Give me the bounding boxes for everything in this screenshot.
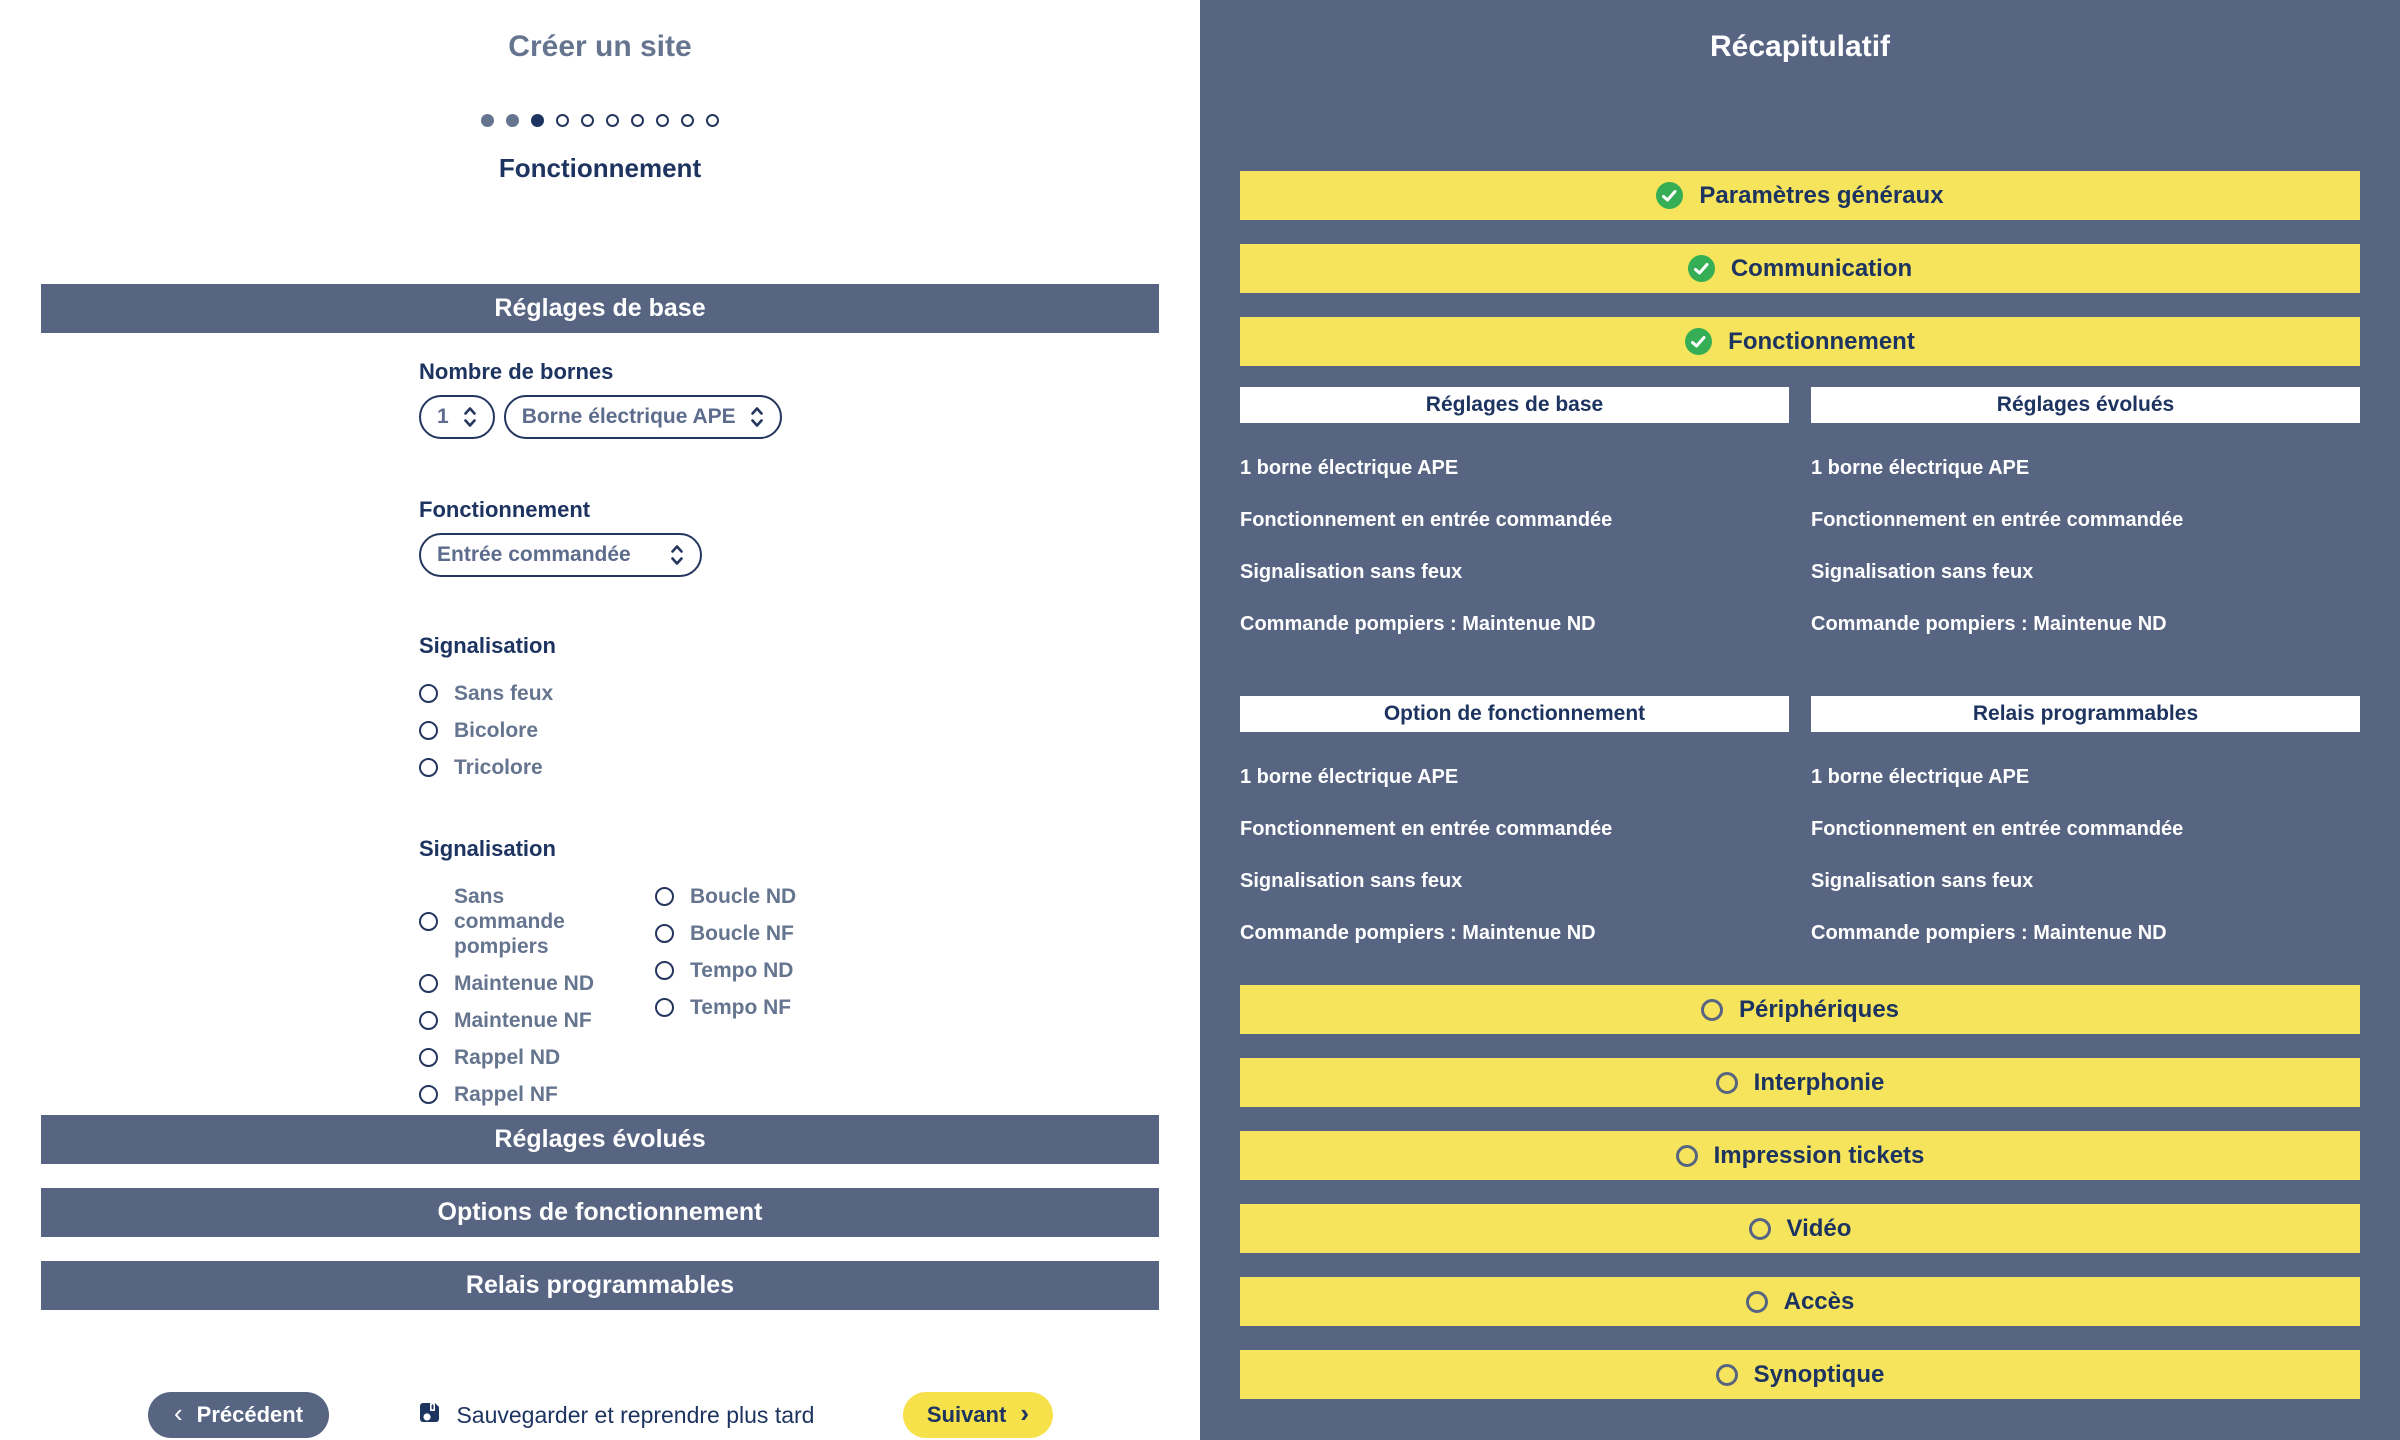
fonctionnement-value: Entrée commandée [437, 543, 631, 566]
chevron-right-icon: › [1020, 1398, 1029, 1428]
step-dot-4 [556, 114, 569, 127]
recap-bar-label: Fonctionnement [1728, 327, 1915, 355]
recap-card-line: Commande pompiers : Maintenue ND [1240, 922, 1596, 944]
radio-circle-icon[interactable] [419, 1048, 438, 1067]
signalisation-pompiers-label: Signalisation [419, 836, 556, 861]
empty-circle-icon [1716, 1072, 1738, 1094]
section-header-label: Réglages évolués [494, 1125, 706, 1153]
recap-card-line: Fonctionnement en entrée commandée [1811, 818, 2184, 840]
radio-option-tempo-nf[interactable] [655, 995, 796, 1020]
check-circle-icon [1685, 328, 1712, 355]
chevron-up-down-icon [463, 405, 477, 429]
radio-option-label: Tempo ND [690, 959, 794, 982]
previous-button[interactable] [148, 1392, 329, 1438]
radio-circle-icon[interactable] [419, 684, 438, 703]
radio-column-1 [419, 884, 655, 1107]
recap-bar-impression-tickets[interactable] [1240, 1131, 2360, 1180]
step-dot-5 [581, 114, 594, 127]
radio-option-maintenue-nf[interactable] [419, 1008, 655, 1033]
recap-card-line: Fonctionnement en entrée commandée [1240, 818, 1613, 840]
radio-circle-icon[interactable] [419, 758, 438, 777]
radio-circle-icon[interactable] [655, 998, 674, 1017]
step-dot-6 [606, 114, 619, 127]
recap-card-line: Fonctionnement en entrée commandée [1811, 509, 2184, 531]
save-icon [417, 1400, 442, 1431]
radio-option-label: Rappel NF [454, 1083, 558, 1106]
radio-option-sans-feux[interactable] [419, 681, 1159, 706]
radio-circle-icon[interactable] [655, 887, 674, 906]
radio-circle-icon[interactable] [419, 912, 438, 931]
radio-option-tricolore[interactable] [419, 755, 1159, 780]
recap-bar-interphonie[interactable] [1240, 1058, 2360, 1107]
borne-type-select[interactable] [504, 395, 782, 439]
empty-circle-icon [1749, 1218, 1771, 1240]
section-header-reglages-de-base[interactable] [41, 284, 1159, 333]
recap-bar-communication[interactable] [1240, 244, 2360, 293]
recap-bar-label: Impression tickets [1713, 1141, 1925, 1169]
next-button[interactable] [903, 1392, 1053, 1438]
recap-card-line: 1 borne électrique APE [1240, 457, 1459, 479]
recap-card-option-de-fonctionnement [1240, 696, 1789, 945]
page-title: Créer un site [508, 30, 692, 63]
signalisation-feux-label: Signalisation [419, 633, 556, 658]
empty-circle-icon [1676, 1145, 1698, 1167]
radio-column-2 [655, 884, 796, 1107]
recap-card-line: Signalisation sans feux [1811, 870, 2034, 892]
radio-circle-icon[interactable] [419, 721, 438, 740]
radio-option-sans-commande-pompiers[interactable] [419, 884, 655, 959]
section-header-options-fonctionnement[interactable] [41, 1188, 1159, 1237]
fonctionnement-select[interactable] [419, 533, 702, 577]
radio-option-label: Tempo NF [690, 996, 792, 1019]
radio-option-label: Bicolore [454, 719, 539, 742]
save-and-resume-link[interactable] [417, 1400, 814, 1431]
borne-count-select[interactable] [419, 395, 495, 439]
recap-bar-peripheriques[interactable] [1240, 985, 2360, 1034]
recap-bar-synoptique[interactable] [1240, 1350, 2360, 1399]
section-header-label: Options de fonctionnement [437, 1198, 763, 1226]
fonctionnement-field [419, 497, 1159, 577]
radio-option-label: Tricolore [454, 756, 543, 779]
radio-option-maintenue-nd[interactable] [419, 971, 655, 996]
recap-card-title: Réglages évolués [1811, 387, 2360, 423]
recap-bar-video[interactable] [1240, 1204, 2360, 1253]
recap-card-line: Commande pompiers : Maintenue ND [1811, 613, 2167, 635]
radio-option-label: Maintenue ND [454, 972, 595, 995]
step-dot-7 [631, 114, 644, 127]
recap-title: Récapitulatif [1709, 30, 1891, 63]
recap-bar-parametres-generaux[interactable] [1240, 171, 2360, 220]
signalisation-pompiers-group [419, 836, 1159, 1107]
check-circle-icon [1656, 182, 1683, 209]
recap-card-line: 1 borne électrique APE [1811, 457, 2030, 479]
step-dot-1 [481, 114, 494, 127]
pending-section-bars [1240, 985, 2360, 1399]
recap-card-reglages-de-base [1240, 387, 1789, 636]
radio-option-label: Boucle ND [690, 885, 797, 908]
radio-circle-icon[interactable] [655, 924, 674, 943]
recap-bar-label: Vidéo [1786, 1214, 1852, 1242]
radio-option-label: Boucle NF [690, 922, 794, 945]
recap-card-line: Commande pompiers : Maintenue ND [1240, 613, 1596, 635]
wizard-footer [0, 1392, 1200, 1438]
recap-bar-acces[interactable] [1240, 1277, 2360, 1326]
recap-card-line: 1 borne électrique APE [1811, 766, 2030, 788]
recap-card-title: Réglages de base [1240, 387, 1789, 423]
save-link-label: Sauvegarder et reprendre plus tard [456, 1401, 815, 1428]
signalisation-feux-options [419, 681, 1159, 780]
section-header-label: Réglages de base [494, 294, 706, 322]
recap-bar-label: Interphonie [1753, 1068, 1885, 1096]
collapsed-sections [0, 1115, 1200, 1310]
nombre-bornes-label: Nombre de bornes [419, 359, 614, 384]
recap-card-line: Signalisation sans feux [1811, 561, 2034, 583]
recap-card-line: Signalisation sans feux [1240, 870, 1463, 892]
recap-bar-label: Accès [1783, 1287, 1855, 1315]
nombre-bornes-field [419, 359, 1159, 439]
radio-option-label: Rappel ND [454, 1046, 561, 1069]
section-header-relais-programmables[interactable] [41, 1261, 1159, 1310]
recap-card-line: 1 borne électrique APE [1240, 766, 1459, 788]
next-button-label: Suivant [926, 1402, 1007, 1427]
recap-card-reglages-evolues [1811, 387, 2360, 636]
section-header-label: Relais programmables [465, 1271, 735, 1299]
recap-bar-fonctionnement[interactable] [1240, 317, 2360, 366]
recap-cards-row-2 [1240, 696, 2360, 945]
radio-option-boucle-nd[interactable] [655, 884, 796, 909]
borne-count-value: 1 [437, 405, 449, 428]
signalisation-pompiers-options [419, 884, 1159, 1107]
step-dot-2 [506, 114, 519, 127]
check-circle-icon [1688, 255, 1715, 282]
radio-circle-icon[interactable] [419, 1011, 438, 1030]
signalisation-feux-group [419, 633, 1159, 780]
radio-option-label: Sans commande pompiers [454, 885, 565, 958]
chevron-left-icon: ‹ [174, 1398, 183, 1428]
radio-option-tempo-nd[interactable] [655, 958, 796, 983]
completed-section-bars [1240, 171, 2360, 366]
step-dot-10 [706, 114, 719, 127]
recap-bar-label: Communication [1730, 254, 1913, 282]
recap-panel [1200, 0, 2400, 1440]
radio-option-label: Sans feux [454, 682, 554, 705]
recap-bar-label: Synoptique [1753, 1360, 1885, 1388]
radio-circle-icon[interactable] [419, 1085, 438, 1104]
recap-bar-label: Périphériques [1738, 995, 1900, 1023]
step-indicator [0, 114, 1200, 127]
step-dot-9 [681, 114, 694, 127]
empty-circle-icon [1701, 999, 1723, 1021]
chevron-up-down-icon [670, 543, 684, 567]
recap-card-title: Relais programmables [1811, 696, 2360, 732]
section-header-reglages-evolues[interactable] [41, 1115, 1159, 1164]
radio-option-rappel-nf[interactable] [419, 1082, 655, 1107]
recap-card-line: Signalisation sans feux [1240, 561, 1463, 583]
radio-option-rappel-nd[interactable] [419, 1045, 655, 1070]
radio-circle-icon[interactable] [655, 961, 674, 980]
radio-option-bicolore[interactable] [419, 718, 1159, 743]
fonctionnement-label: Fonctionnement [419, 497, 591, 522]
empty-circle-icon [1746, 1291, 1768, 1313]
recap-card-relais-programmables [1811, 696, 2360, 945]
radio-option-boucle-nf[interactable] [655, 921, 796, 946]
step-dot-3 [531, 114, 544, 127]
radio-circle-icon[interactable] [419, 974, 438, 993]
recap-cards-row-1 [1240, 387, 2360, 636]
recap-bar-label: Paramètres généraux [1699, 181, 1944, 209]
radio-option-label: Maintenue NF [454, 1009, 592, 1032]
step-title: Fonctionnement [498, 153, 702, 183]
recap-card-line: Fonctionnement en entrée commandée [1240, 509, 1613, 531]
chevron-up-down-icon [750, 405, 764, 429]
reglages-de-base-form [419, 359, 1159, 1107]
borne-type-value: Borne électrique APE [521, 405, 736, 428]
recap-card-title: Option de fonctionnement [1240, 696, 1789, 732]
previous-button-label: Précédent [196, 1402, 304, 1427]
step-dot-8 [656, 114, 669, 127]
recap-card-line: Commande pompiers : Maintenue ND [1811, 922, 2167, 944]
empty-circle-icon [1716, 1364, 1738, 1386]
